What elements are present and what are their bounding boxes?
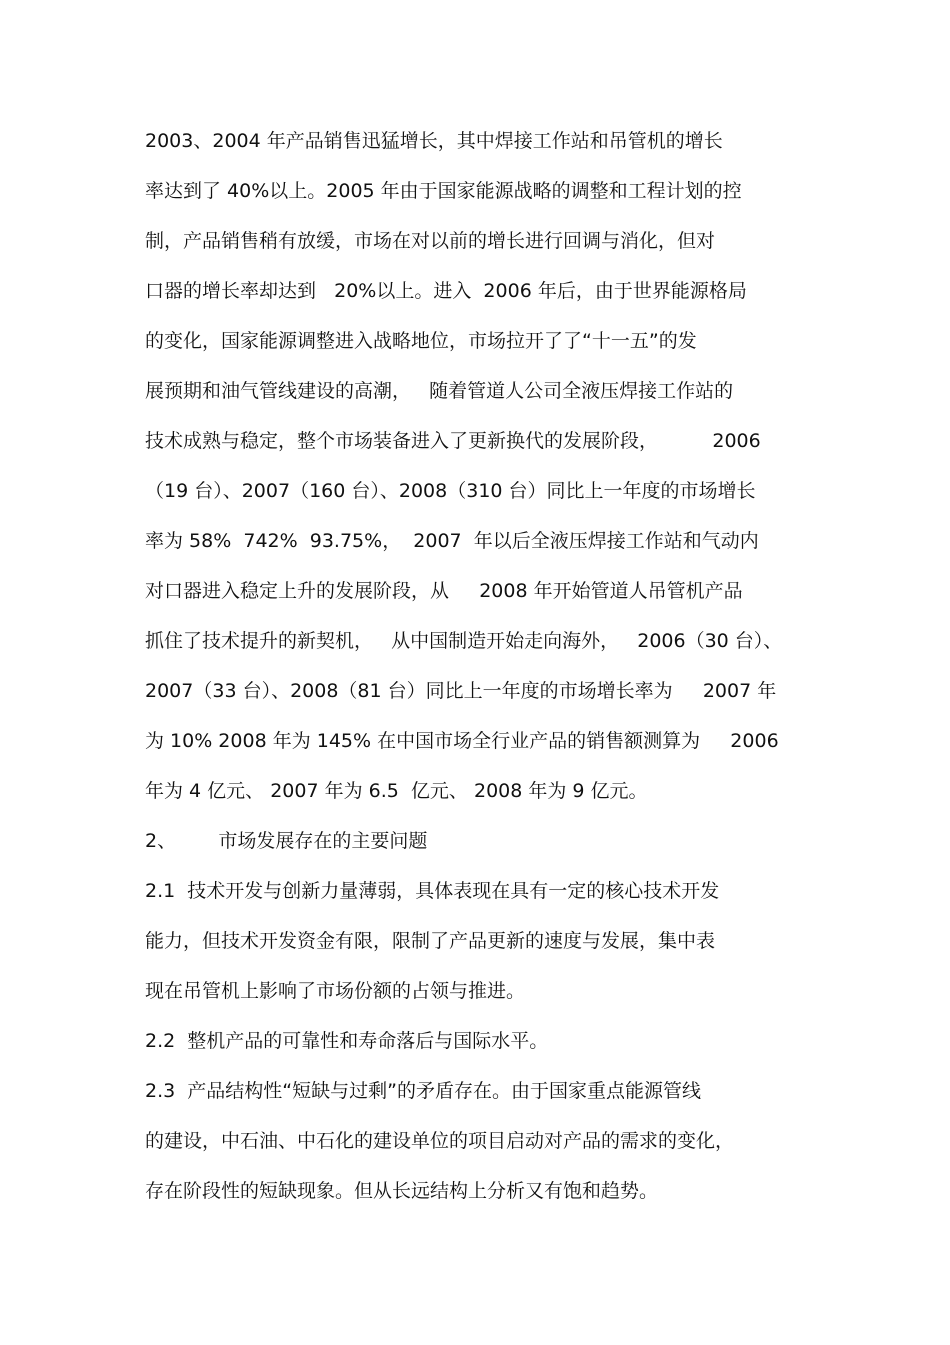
text-line: 口器的增长率却达到 20%以上。进入 2006 年后，由于世界能源格局 xyxy=(145,280,747,302)
section-heading: 2、 市场发展存在的主要问题 xyxy=(145,830,428,852)
text-line: 率为 58% 742% 93.75%， 2007 年以后全液压焊接工作站和气动内 xyxy=(145,530,759,552)
text-line: 技术成熟与稳定，整个市场装备进入了更新换代的发展阶段， 2006 xyxy=(145,430,761,452)
text-line: 2007（33 台）、2008（81 台）同比上一年度的市场增长率为 2007 年 xyxy=(145,680,777,702)
text-line: 的变化，国家能源调整进入战略地位，市场拉开了了“十一五”的发 xyxy=(145,330,697,352)
text-line: 抓住了技术提升的新契机， 从中国制造开始走向海外， 2006（30 台）、 xyxy=(145,630,783,652)
text-line: 2.1 技术开发与创新力量薄弱，具体表现在具有一定的核心技术开发 xyxy=(145,880,720,902)
text-line: 2.3 产品结构性“短缺与过剩”的矛盾存在。由于国家重点能源管线 xyxy=(145,1080,701,1102)
text-line: 能力，但技术开发资金有限，限制了产品更新的速度与发展，集中表 xyxy=(145,930,716,952)
text-line: 制，产品销售稍有放缓，市场在对以前的增长进行回调与消化，但对 xyxy=(145,230,716,252)
text-line: 对口器进入稳定上升的发展阶段，从 2008 年开始管道人吊管机产品 xyxy=(145,580,743,602)
text-line: 2003、2004 年产品销售迅猛增长，其中焊接工作站和吊管机的增长 xyxy=(145,130,723,152)
text-line: 2.2 整机产品的可靠性和寿命落后与国际水平。 xyxy=(145,1030,549,1052)
text-line: 年为 4 亿元、 2007 年为 6.5 亿元、 2008 年为 9 亿元。 xyxy=(145,780,648,802)
text-line: 存在阶段性的短缺现象。但从长远结构上分析又有饱和趋势。 xyxy=(145,1180,659,1202)
text-line: 的建设，中石油、中石化的建设单位的项目启动对产品的需求的变化， xyxy=(145,1130,735,1152)
text-line: 率达到了 40%以上。2005 年由于国家能源战略的调整和工程计划的控 xyxy=(145,180,742,202)
text-line: （19 台）、2007（160 台）、2008（310 台）同比上一年度的市场增长 xyxy=(145,480,756,502)
body-text xyxy=(145,126,825,1226)
text-line: 为 10% 2008 年为 145% 在中国市场全行业产品的销售额测算为 2006 xyxy=(145,730,779,752)
text-line: 展预期和油气管线建设的高潮， 随着管道人公司全液压焊接工作站的 xyxy=(145,380,734,402)
text-line: 现在吊管机上影响了市场份额的占领与推进。 xyxy=(145,980,526,1002)
